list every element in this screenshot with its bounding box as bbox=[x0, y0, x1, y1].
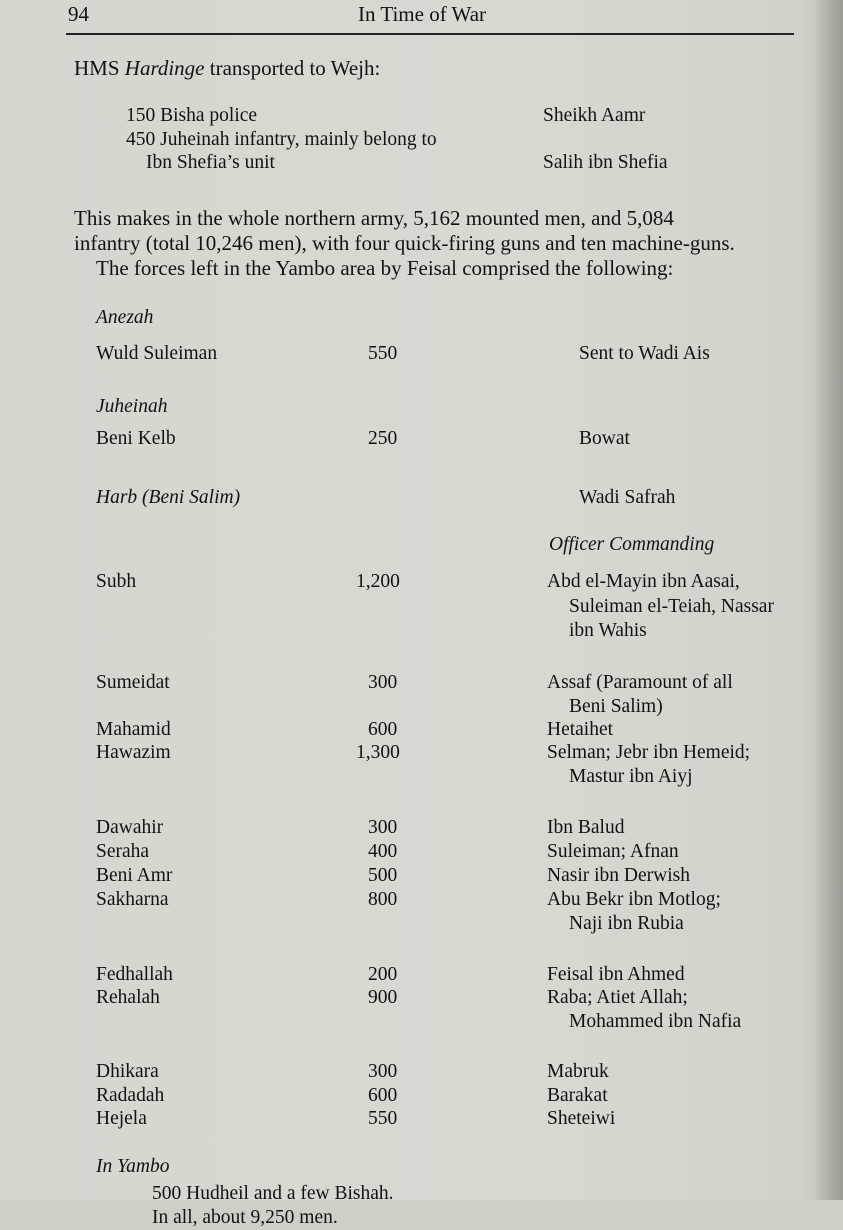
clan-officer: Suleiman; Afnan bbox=[547, 841, 679, 862]
clan-officer: Abd el-Mayin ibn Aasai, bbox=[547, 571, 740, 592]
clan-count: 550 bbox=[368, 1108, 398, 1129]
clan-name: Beni Kelb bbox=[96, 428, 176, 449]
clan-name: Hejela bbox=[96, 1108, 147, 1129]
page-edge-shadow bbox=[813, 0, 843, 1200]
clan-count: 900 bbox=[368, 987, 398, 1008]
tribe-heading: Anezah bbox=[96, 307, 154, 328]
clan-officer-cont: Suleiman el-Teiah, Nassar bbox=[569, 596, 774, 617]
clan-count: 500 bbox=[368, 865, 398, 886]
clan-name: Radadah bbox=[96, 1085, 165, 1106]
clan-officer: Barakat bbox=[547, 1085, 608, 1106]
clan-name: Mahamid bbox=[96, 719, 171, 740]
clan-officer-cont: Mohammed ibn Nafia bbox=[569, 1011, 742, 1032]
clan-count: 1,300 bbox=[356, 742, 400, 763]
clan-officer: Sheteiwi bbox=[547, 1108, 616, 1129]
clan-count: 800 bbox=[368, 889, 398, 910]
summary-line: infantry (total 10,246 men), with four quick-firing guns and ten machine-guns. bbox=[74, 231, 735, 255]
hardinge-row-right: Salih ibn Shefia bbox=[543, 152, 668, 173]
tribe-heading: Harb (Beni Salim) bbox=[96, 487, 241, 508]
running-title: In Time of War bbox=[358, 2, 487, 26]
clan-officer: Assaf (Paramount of all bbox=[547, 672, 733, 693]
clan-count: 200 bbox=[368, 964, 398, 985]
hardinge-intro-prefix: HMS bbox=[74, 56, 125, 80]
hardinge-row-left: 150 Bisha police bbox=[126, 105, 258, 126]
page-header bbox=[0, 0, 843, 24]
clan-count: 300 bbox=[368, 1061, 398, 1082]
clan-name: Dhikara bbox=[96, 1061, 159, 1082]
clan-officer-cont: Mastur ibn Aiyj bbox=[569, 766, 693, 787]
clan-name: Rehalah bbox=[96, 987, 160, 1008]
clan-name: Hawazim bbox=[96, 742, 171, 763]
clan-count: 1,200 bbox=[356, 571, 400, 592]
clan-officer: Hetaihet bbox=[547, 719, 614, 740]
yambo-line: 500 Hudheil and a few Bishah. bbox=[152, 1183, 394, 1204]
clan-note: Bowat bbox=[579, 428, 630, 449]
clan-name: Subh bbox=[96, 571, 137, 592]
clan-officer: Mabruk bbox=[547, 1061, 609, 1082]
clan-name: Seraha bbox=[96, 841, 150, 862]
officer-heading: Officer Commanding bbox=[549, 534, 715, 555]
clan-name: Wuld Suleiman bbox=[96, 343, 218, 364]
header-rule bbox=[66, 33, 794, 35]
summary-line: This makes in the whole northern army, 5,162 mounted men, and 5,084 bbox=[74, 206, 674, 230]
clan-count: 600 bbox=[368, 1085, 398, 1106]
clan-name: Dawahir bbox=[96, 817, 164, 838]
hardinge-row-left: Ibn Shefia’s unit bbox=[146, 152, 275, 173]
hardinge-row-right: Sheikh Aamr bbox=[543, 105, 646, 126]
clan-count: 250 bbox=[368, 428, 398, 449]
tribe-note: Wadi Safrah bbox=[579, 487, 676, 508]
clan-name: Sakharna bbox=[96, 889, 169, 910]
clan-officer: Feisal ibn Ahmed bbox=[547, 964, 685, 985]
clan-name: Beni Amr bbox=[96, 865, 173, 886]
clan-officer: Nasir ibn Derwish bbox=[547, 865, 690, 886]
clan-officer-cont: Naji ibn Rubia bbox=[569, 913, 684, 934]
clan-count: 600 bbox=[368, 719, 398, 740]
hardinge-intro-suffix: transported to Wejh: bbox=[204, 56, 381, 80]
clan-name: Fedhallah bbox=[96, 964, 173, 985]
clan-count: 400 bbox=[368, 841, 398, 862]
clan-name: Sumeidat bbox=[96, 672, 170, 693]
yambo-line: In all, about 9,250 men. bbox=[152, 1207, 338, 1228]
clan-officer: Raba; Atiet Allah; bbox=[547, 987, 688, 1008]
clan-officer: Ibn Balud bbox=[547, 817, 625, 838]
clan-count: 550 bbox=[368, 343, 398, 364]
page-number: 94 bbox=[68, 2, 89, 26]
yambo-heading: In Yambo bbox=[96, 1156, 170, 1177]
ship-name: Hardinge bbox=[124, 56, 205, 80]
clan-note: Sent to Wadi Ais bbox=[579, 343, 710, 364]
clan-officer: Abu Bekr ibn Motlog; bbox=[547, 889, 721, 910]
clan-officer-cont: ibn Wahis bbox=[569, 620, 647, 641]
clan-count: 300 bbox=[368, 817, 398, 838]
hardinge-intro bbox=[74, 56, 380, 80]
hardinge-row-left: 450 Juheinah infantry, mainly belong to bbox=[126, 129, 437, 150]
clan-officer-cont: Beni Salim) bbox=[569, 696, 663, 717]
summary-line: The forces left in the Yambo area by Feisal comprised the following: bbox=[96, 256, 674, 280]
clan-count: 300 bbox=[368, 672, 398, 693]
clan-officer: Selman; Jebr ibn Hemeid; bbox=[547, 742, 751, 763]
tribe-heading: Juheinah bbox=[96, 396, 168, 417]
